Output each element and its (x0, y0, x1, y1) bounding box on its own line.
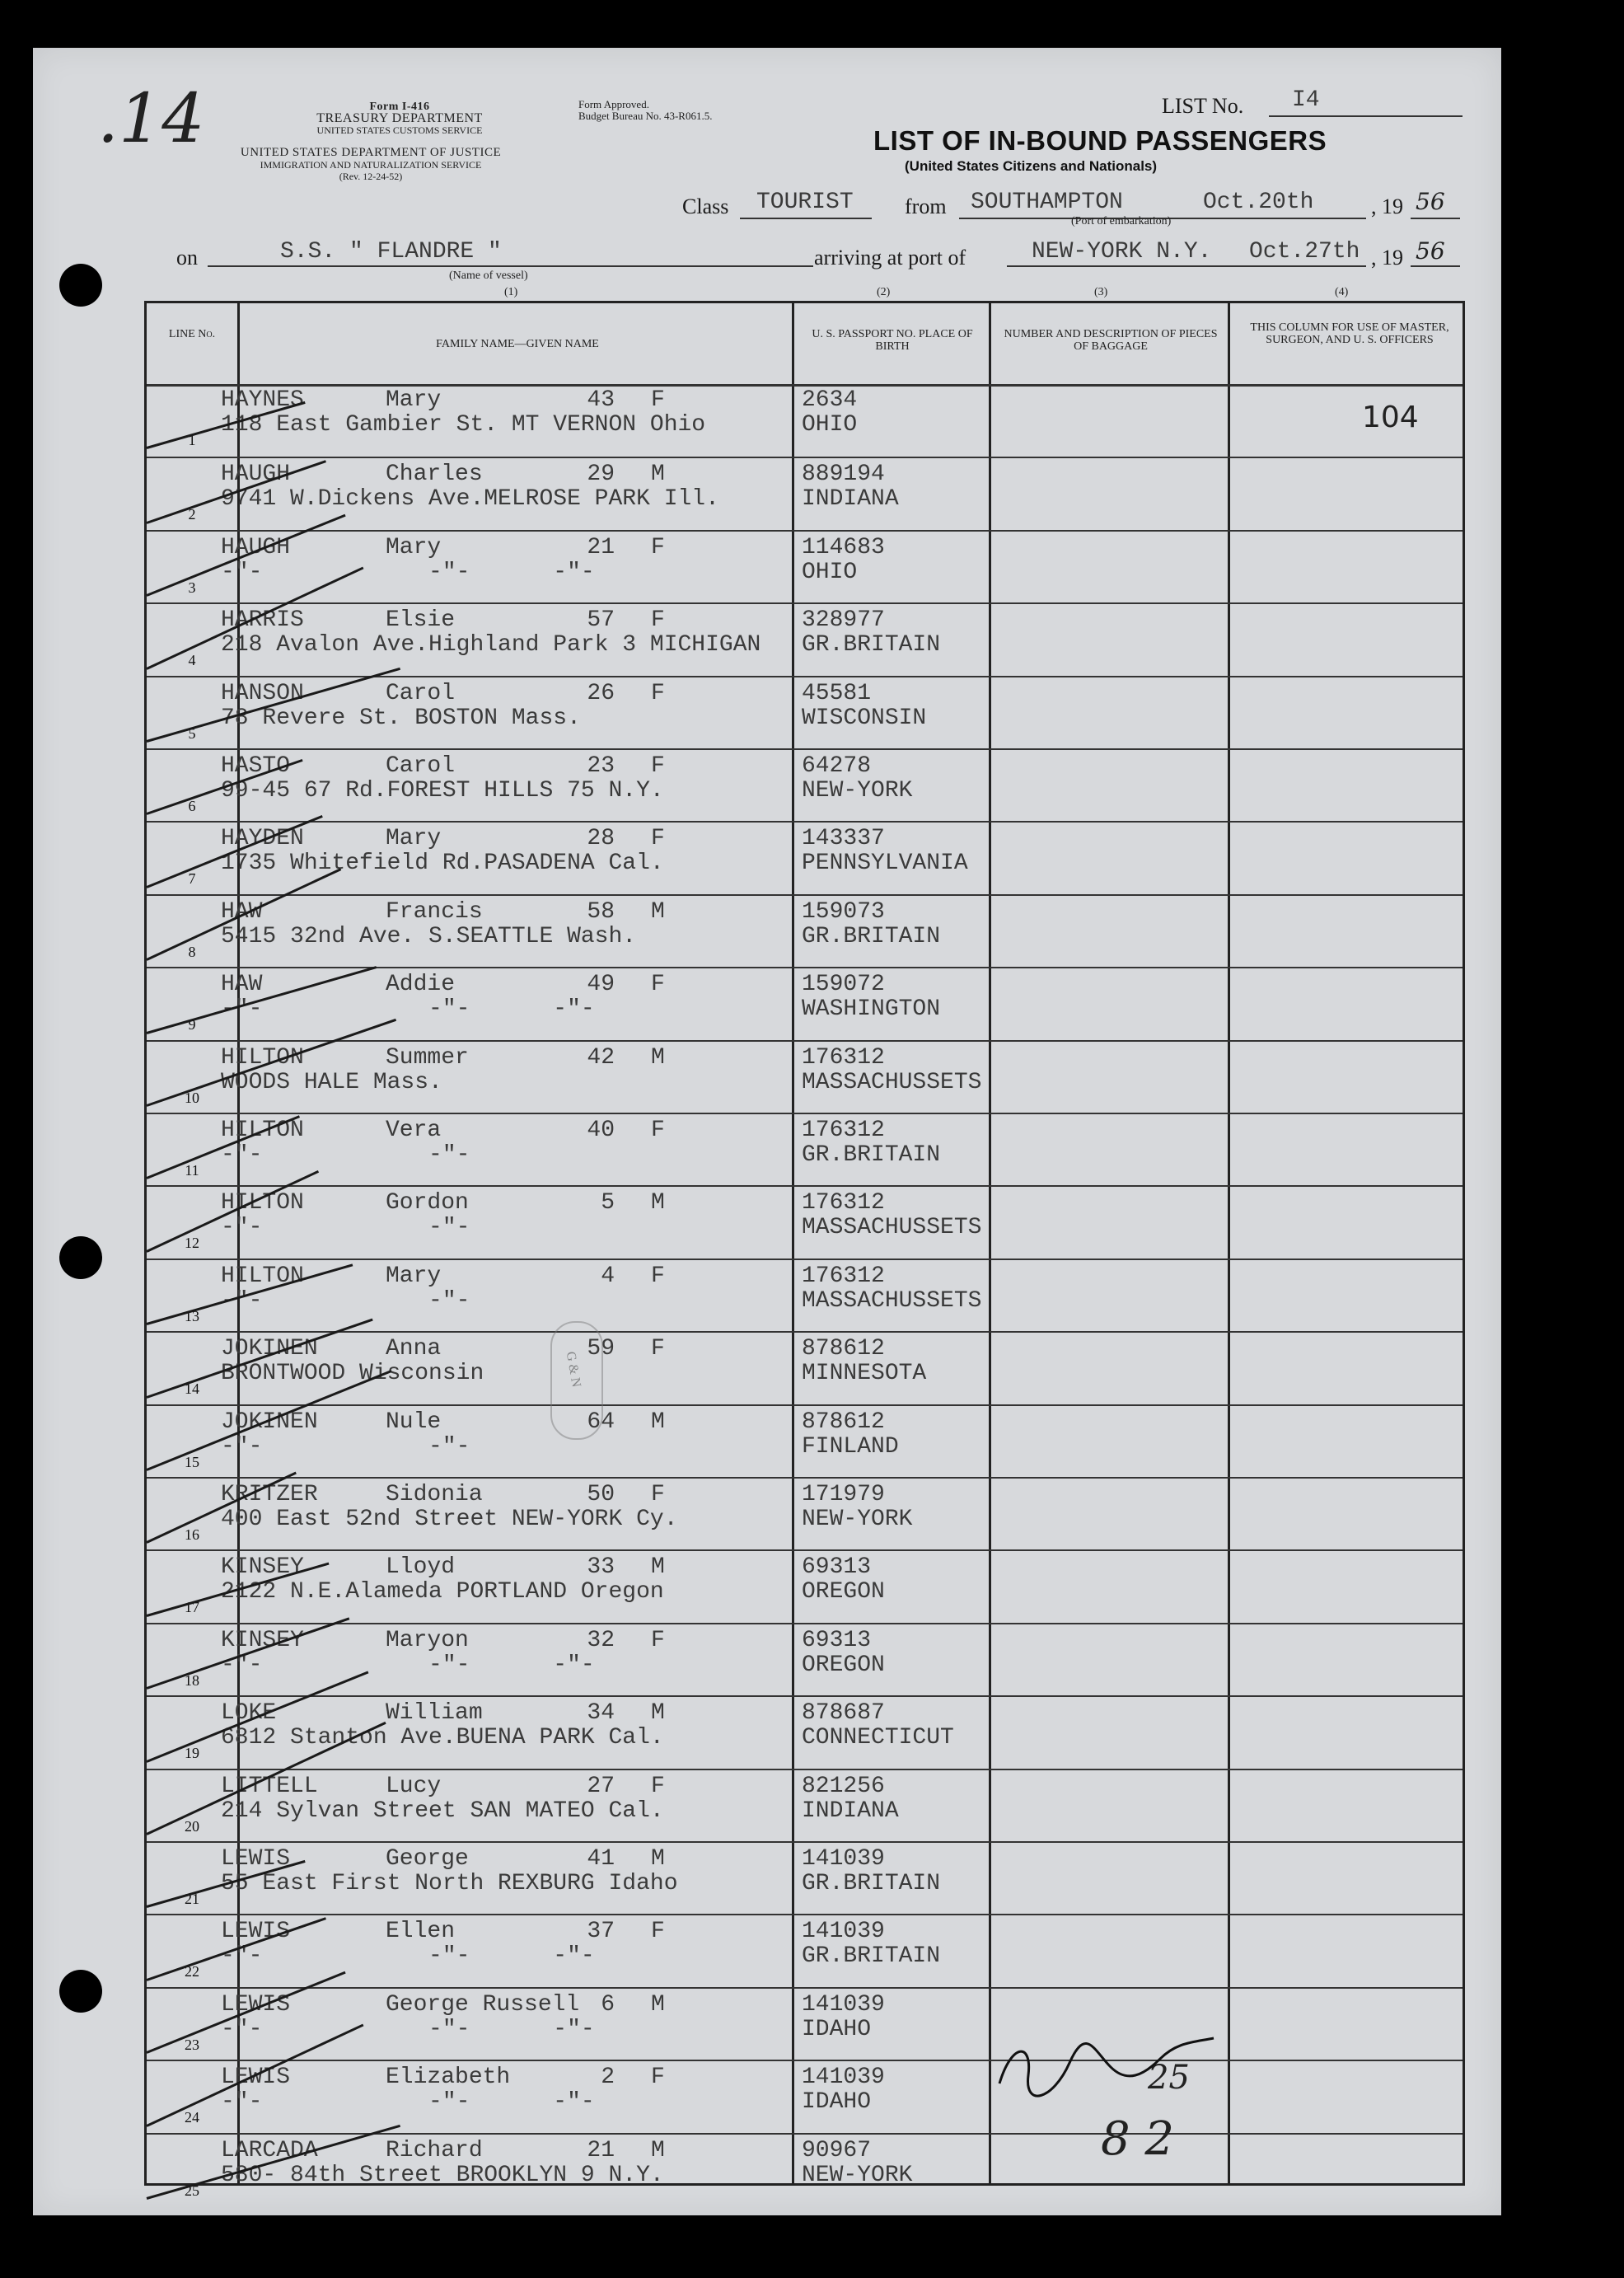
age: 29 (587, 462, 615, 488)
sex: F (651, 826, 665, 852)
table-row (147, 821, 1463, 895)
place-of-birth: INDIANA (802, 486, 899, 513)
arrival-year: 56 (1416, 237, 1445, 265)
passport-number: 141039 (802, 1919, 885, 1945)
table-row (147, 1623, 1463, 1697)
given-name: Elizabeth (386, 2065, 511, 2091)
passport-number: 821256 (802, 1773, 885, 1799)
line-number: 15 (185, 1453, 199, 1470)
officer-note: 104 (1362, 401, 1419, 434)
address: -"- -"- -"- (221, 2089, 595, 2116)
place-of-birth: GR.BRITAIN (802, 923, 941, 949)
age: 34 (587, 1700, 615, 1727)
column-2-number: (2) (877, 286, 891, 298)
address: -"- -"- (221, 1433, 470, 1460)
passport-number: 141039 (802, 1991, 885, 2018)
table-row (147, 1549, 1463, 1624)
family-name: KRITZER (221, 1482, 318, 1507)
table-row (147, 1404, 1463, 1479)
given-name: Mary (386, 826, 442, 852)
list-number-label: LIST No. (1162, 94, 1244, 118)
address: 118 East Gambier St. MT VERNON Ohio (221, 412, 706, 438)
table-row (147, 602, 1463, 677)
table-row (147, 1477, 1463, 1551)
passport-number: 328977 (802, 607, 885, 634)
punch-hole-bottom (59, 1970, 102, 2013)
passport-number: 159073 (802, 898, 885, 925)
sex: F (651, 1919, 665, 1945)
table-row (147, 1695, 1463, 1769)
given-name: George Russell (386, 1991, 580, 2018)
header-name: FAMILY NAME—GIVEN NAME (436, 338, 599, 350)
sex: F (651, 680, 665, 706)
age: 23 (587, 753, 615, 779)
given-name: Maryon (386, 1627, 469, 1653)
sex: F (651, 2065, 665, 2091)
table-row (147, 1331, 1463, 1405)
given-name: George (386, 1846, 469, 1872)
age: 57 (587, 607, 615, 634)
sex: F (651, 607, 665, 634)
sex: F (651, 1336, 665, 1362)
sex: M (651, 462, 665, 488)
family-name: LARCADA (221, 2137, 318, 2163)
line-number: 13 (185, 1307, 199, 1324)
sex: M (651, 1044, 665, 1071)
place-of-birth: NEW-YORK (802, 1507, 913, 1532)
line-number: 6 (188, 798, 196, 814)
table-row (147, 894, 1463, 968)
family-name: HAUGH (221, 534, 291, 560)
place-of-birth: OHIO (802, 559, 858, 585)
passport-number: 159072 (802, 972, 885, 998)
given-name: Vera (386, 1118, 442, 1143)
family-name: LEWIS (221, 1991, 291, 2018)
address: 580- 84th Street BROOKLYN 9 N.Y. (221, 2162, 664, 2188)
passport-number: 141039 (802, 1846, 885, 1872)
sex: F (651, 1118, 665, 1143)
age: 21 (587, 534, 615, 560)
family-name: KINSEY (221, 1554, 304, 1581)
given-name: Sidonia (386, 1482, 483, 1507)
passport-number: 171979 (802, 1482, 885, 1507)
sex: M (651, 1846, 665, 1872)
arrival-date: Oct.27th (1249, 239, 1360, 265)
address: 99-45 67 Rd.FOREST HILLS 75 N.Y. (221, 778, 664, 804)
family-name: HAW (221, 898, 263, 925)
passport-number: 45581 (802, 680, 872, 706)
address: BRONTWOOD Wisconsin (221, 1361, 484, 1387)
age: 4 (601, 1263, 615, 1289)
age: 59 (587, 1336, 615, 1362)
address: 2122 N.E.Alameda PORTLAND Oregon (221, 1579, 664, 1605)
table-row (147, 1987, 1463, 2061)
baggage-note-2: 8 2 (1101, 2112, 1175, 2166)
punch-hole-middle (59, 1236, 102, 1279)
sex: F (651, 1482, 665, 1507)
table-row (147, 676, 1463, 750)
place-of-birth: FINLAND (802, 1433, 899, 1460)
family-name: HAYDEN (221, 826, 304, 852)
place-of-birth: PENNSYLVANIA (802, 851, 968, 877)
given-name: William (386, 1700, 483, 1727)
address: 6812 Stanton Ave.BUENA PARK Cal. (221, 1725, 664, 1751)
line-number: 20 (185, 1817, 199, 1835)
address: -"- -"- -"- (221, 996, 595, 1023)
family-name: KINSEY (221, 1627, 304, 1653)
address: 9741 W.Dickens Ave.MELROSE PARK Ill. (221, 486, 719, 513)
line-number: 23 (185, 2036, 199, 2053)
age: 5 (601, 1190, 615, 1216)
age: 6 (601, 1991, 615, 2018)
family-name: HILTON (221, 1190, 304, 1216)
address: WOODS HALE Mass. (221, 1069, 442, 1095)
family-name: HASTO (221, 753, 291, 779)
table-row (147, 1259, 1463, 1333)
passenger-table (144, 301, 1465, 2199)
age: 40 (587, 1118, 615, 1143)
sex: M (651, 1991, 665, 2018)
table-row (147, 1113, 1463, 1187)
passport-number: 878612 (802, 1409, 885, 1435)
line-number: 5 (188, 724, 196, 742)
place-of-birth: MASSACHUSSETS (802, 1069, 982, 1095)
passport-number: 878687 (802, 1700, 885, 1727)
class-label: Class (682, 195, 729, 218)
age: 2 (601, 2065, 615, 2091)
passport-number: 69313 (802, 1627, 872, 1653)
age: 26 (587, 680, 615, 706)
header-officers: THIS COLUMN FOR USE OF MASTER, SURGEON, AND U. S. OFFICERS (1250, 321, 1449, 346)
given-name: Addie (386, 972, 456, 998)
passport-number: 176312 (802, 1044, 885, 1071)
customs-service: UNITED STATES CUSTOMS SERVICE (316, 124, 483, 136)
passport-number: 141039 (802, 2065, 885, 2091)
line-number: 17 (185, 1599, 199, 1616)
family-name: JOKINEN (221, 1409, 318, 1435)
signature-scribble (995, 2026, 1218, 2108)
line-number: 22 (185, 1963, 199, 1980)
line-number: 19 (185, 1745, 199, 1762)
table-row (147, 1841, 1463, 1915)
port-caption: (Port of embarkation) (1071, 215, 1172, 227)
sex: F (651, 534, 665, 560)
age: 27 (587, 1773, 615, 1799)
line-number: 12 (185, 1235, 199, 1252)
place-of-birth: MASSACHUSSETS (802, 1287, 982, 1314)
given-name: Summer (386, 1044, 469, 1071)
family-name: JOKINEN (221, 1336, 318, 1362)
passport-number: 889194 (802, 462, 885, 488)
sex: F (651, 1627, 665, 1653)
address: -"- -"- -"- (221, 2016, 595, 2042)
place-of-birth: WASHINGTON (802, 996, 941, 1023)
given-name: Carol (386, 753, 456, 779)
age: 37 (587, 1919, 615, 1945)
table-row (147, 748, 1463, 823)
address: -"- -"- (221, 1287, 470, 1314)
passport-number: 878612 (802, 1336, 885, 1362)
address: 1735 Whitefield Rd.PASADENA Cal. (221, 851, 664, 877)
age: 33 (587, 1554, 615, 1581)
given-name: Mary (386, 1263, 442, 1289)
family-name: LEWIS (221, 1919, 291, 1945)
embarkation-port: SOUTHAMPTON (971, 190, 1123, 215)
table-row (147, 457, 1463, 531)
on-label: on (176, 246, 198, 270)
line-number: 1 (188, 432, 196, 448)
age: 58 (587, 898, 615, 925)
given-name: Elsie (386, 607, 456, 634)
passport-number: 176312 (802, 1190, 885, 1216)
list-number-value: I4 (1292, 87, 1320, 113)
given-name: Gordon (386, 1190, 469, 1216)
given-name: Lloyd (386, 1554, 456, 1581)
place-of-birth: IDAHO (802, 2016, 872, 2042)
address: -"- -"- -"- (221, 1652, 595, 1678)
age: 21 (587, 2137, 615, 2163)
address: 214 Sylvan Street SAN MATEO Cal. (221, 1798, 664, 1824)
age: 50 (587, 1482, 615, 1507)
line-number: 3 (188, 579, 196, 596)
passport-number: 176312 (802, 1118, 885, 1143)
sex: F (651, 387, 665, 413)
family-name: LEWIS (221, 2065, 291, 2091)
age: 32 (587, 1627, 615, 1653)
family-name: HILTON (221, 1118, 304, 1143)
place-of-birth: GR.BRITAIN (802, 1871, 941, 1896)
arriving-label: arriving at port of (814, 246, 966, 270)
place-of-birth: NEW-YORK (802, 778, 913, 804)
age: 64 (587, 1409, 615, 1435)
passport-number: 176312 (802, 1263, 885, 1289)
header-line-number: LINE No. (168, 328, 216, 340)
family-name: HILTON (221, 1263, 304, 1289)
arrival-year-prefix: , 19 (1371, 246, 1403, 270)
line-number: 16 (185, 1526, 199, 1543)
departure-year-prefix: , 19 (1371, 195, 1403, 218)
vessel-name: S.S. " FLANDRE " (280, 239, 502, 265)
table-row (147, 1769, 1463, 1843)
place-of-birth: GR.BRITAIN (802, 632, 941, 659)
address: 78 Revere St. BOSTON Mass. (221, 705, 581, 731)
line-number: 24 (185, 2109, 199, 2126)
place-of-birth: MINNESOTA (802, 1361, 927, 1387)
table-row (147, 1914, 1463, 1988)
form-number: Form I-416 (369, 101, 430, 113)
header-baggage: NUMBER AND DESCRIPTION OF PIECES OF BAGGAGE (1004, 328, 1218, 353)
sex: M (651, 1190, 665, 1216)
budget-bureau-number: Budget Bureau No. 43-R061.5. (578, 110, 713, 122)
table-row (147, 1040, 1463, 1114)
passport-number: 69313 (802, 1554, 872, 1581)
line-number: 21 (185, 1891, 199, 1907)
place-of-birth: NEW-YORK (802, 2162, 913, 2188)
family-name: HANSON (221, 680, 304, 706)
line-number: 2 (188, 506, 196, 523)
vessel-caption: (Name of vessel) (449, 270, 528, 282)
line-number: 14 (185, 1380, 199, 1398)
line-number: 10 (185, 1089, 199, 1106)
table-row (147, 2133, 1463, 2207)
place-of-birth: GR.BRITAIN (802, 1943, 941, 1970)
given-name: Lucy (386, 1773, 442, 1799)
place-of-birth: IDAHO (802, 2089, 872, 2116)
given-name: Nule (386, 1409, 442, 1435)
given-name: Mary (386, 534, 442, 560)
given-name: Richard (386, 2137, 483, 2163)
line-number: 4 (188, 652, 196, 669)
given-name: Anna (386, 1336, 442, 1362)
sex: F (651, 753, 665, 779)
family-name: LOKE (221, 1700, 277, 1727)
passport-number: 64278 (802, 753, 872, 779)
age: 41 (587, 1846, 615, 1872)
given-name: Ellen (386, 1919, 456, 1945)
baggage-note: 25 (1148, 2059, 1190, 2097)
line-number: 9 (188, 1016, 196, 1034)
place-of-birth: INDIANA (802, 1798, 899, 1824)
document-title: LIST OF IN-BOUND PASSENGERS (873, 125, 1327, 156)
arrival-port: NEW-YORK N.Y. (1032, 239, 1212, 265)
family-name: HAW (221, 972, 263, 998)
address: -"- -"- -"- (221, 559, 595, 585)
address: -"- -"- (221, 1215, 470, 1241)
sex: M (651, 1409, 665, 1435)
stamp: G & N (550, 1321, 603, 1440)
revision-date: (Rev. 12-24-52) (339, 171, 403, 182)
table-row (147, 1185, 1463, 1259)
treasury-department: TREASURY DEPARTMENT (316, 111, 483, 125)
column-1-number: (1) (504, 286, 518, 298)
given-name: Mary (386, 387, 442, 413)
place-of-birth: OREGON (802, 1579, 885, 1605)
address: 55 East First North REXBURG Idaho (221, 1871, 678, 1896)
family-name: HILTON (221, 1044, 304, 1071)
line-number: 8 (188, 943, 196, 960)
sex: F (651, 1263, 665, 1289)
from-label: from (905, 195, 947, 218)
document-subtitle: (United States Citizens and Nationals) (905, 158, 1158, 174)
family-name: HAUGH (221, 462, 291, 488)
sex: M (651, 898, 665, 925)
age: 28 (587, 826, 615, 852)
place-of-birth: MASSACHUSSETS (802, 1215, 982, 1241)
immigration-service: IMMIGRATION AND NATURALIZATION SERVICE (260, 159, 482, 171)
margin-note: .14 (97, 80, 205, 158)
table-row (147, 2060, 1463, 2134)
department-of-justice: UNITED STATES DEPARTMENT OF JUSTICE (240, 146, 502, 159)
place-of-birth: OHIO (802, 412, 858, 438)
family-name: LITTELL (221, 1773, 318, 1799)
departure-year: 56 (1416, 188, 1445, 215)
family-name: HARRIS (221, 607, 304, 634)
line-number: 25 (185, 2182, 199, 2199)
sex: M (651, 1554, 665, 1581)
sex: M (651, 2137, 665, 2163)
table-row (147, 384, 1463, 457)
departure-date: Oct.20th (1203, 190, 1314, 215)
address: 218 Avalon Ave.Highland Park 3 MICHIGAN (221, 632, 761, 659)
passport-number: 143337 (802, 826, 885, 852)
sex: M (651, 1700, 665, 1727)
place-of-birth: WISCONSIN (802, 705, 927, 731)
sex: F (651, 1773, 665, 1799)
table-row (147, 967, 1463, 1041)
passport-number: 90967 (802, 2137, 872, 2163)
column-3-number: (3) (1094, 286, 1108, 298)
column-4-number: (4) (1335, 286, 1349, 298)
passport-number: 114683 (802, 534, 885, 560)
given-name: Francis (386, 898, 483, 925)
place-of-birth: GR.BRITAIN (802, 1142, 941, 1168)
address: -"- -"- -"- (221, 1943, 595, 1970)
age: 42 (587, 1044, 615, 1071)
header-passport: U. S. PASSPORT NO. PLACE OF BIRTH (812, 328, 973, 353)
line-number: 18 (185, 1671, 199, 1689)
address: 400 East 52nd Street NEW-YORK Cy. (221, 1507, 678, 1532)
given-name: Charles (386, 462, 483, 488)
family-name: LEWIS (221, 1846, 291, 1872)
line-number: 11 (185, 1162, 199, 1179)
sex: F (651, 972, 665, 998)
family-name: HAYNES (221, 387, 304, 413)
place-of-birth: OREGON (802, 1652, 885, 1678)
line-number: 7 (188, 870, 196, 888)
age: 43 (587, 387, 615, 413)
table-row (147, 530, 1463, 604)
place-of-birth: CONNECTICUT (802, 1725, 954, 1751)
class-value: TOURIST (756, 190, 854, 215)
passport-number: 2634 (802, 387, 858, 413)
punch-hole-top (59, 264, 102, 307)
given-name: Carol (386, 680, 456, 706)
age: 49 (587, 972, 615, 998)
form-approved: Form Approved. (578, 98, 649, 110)
address: -"- -"- (221, 1142, 470, 1168)
address: 5415 32nd Ave. S.SEATTLE Wash. (221, 923, 637, 949)
